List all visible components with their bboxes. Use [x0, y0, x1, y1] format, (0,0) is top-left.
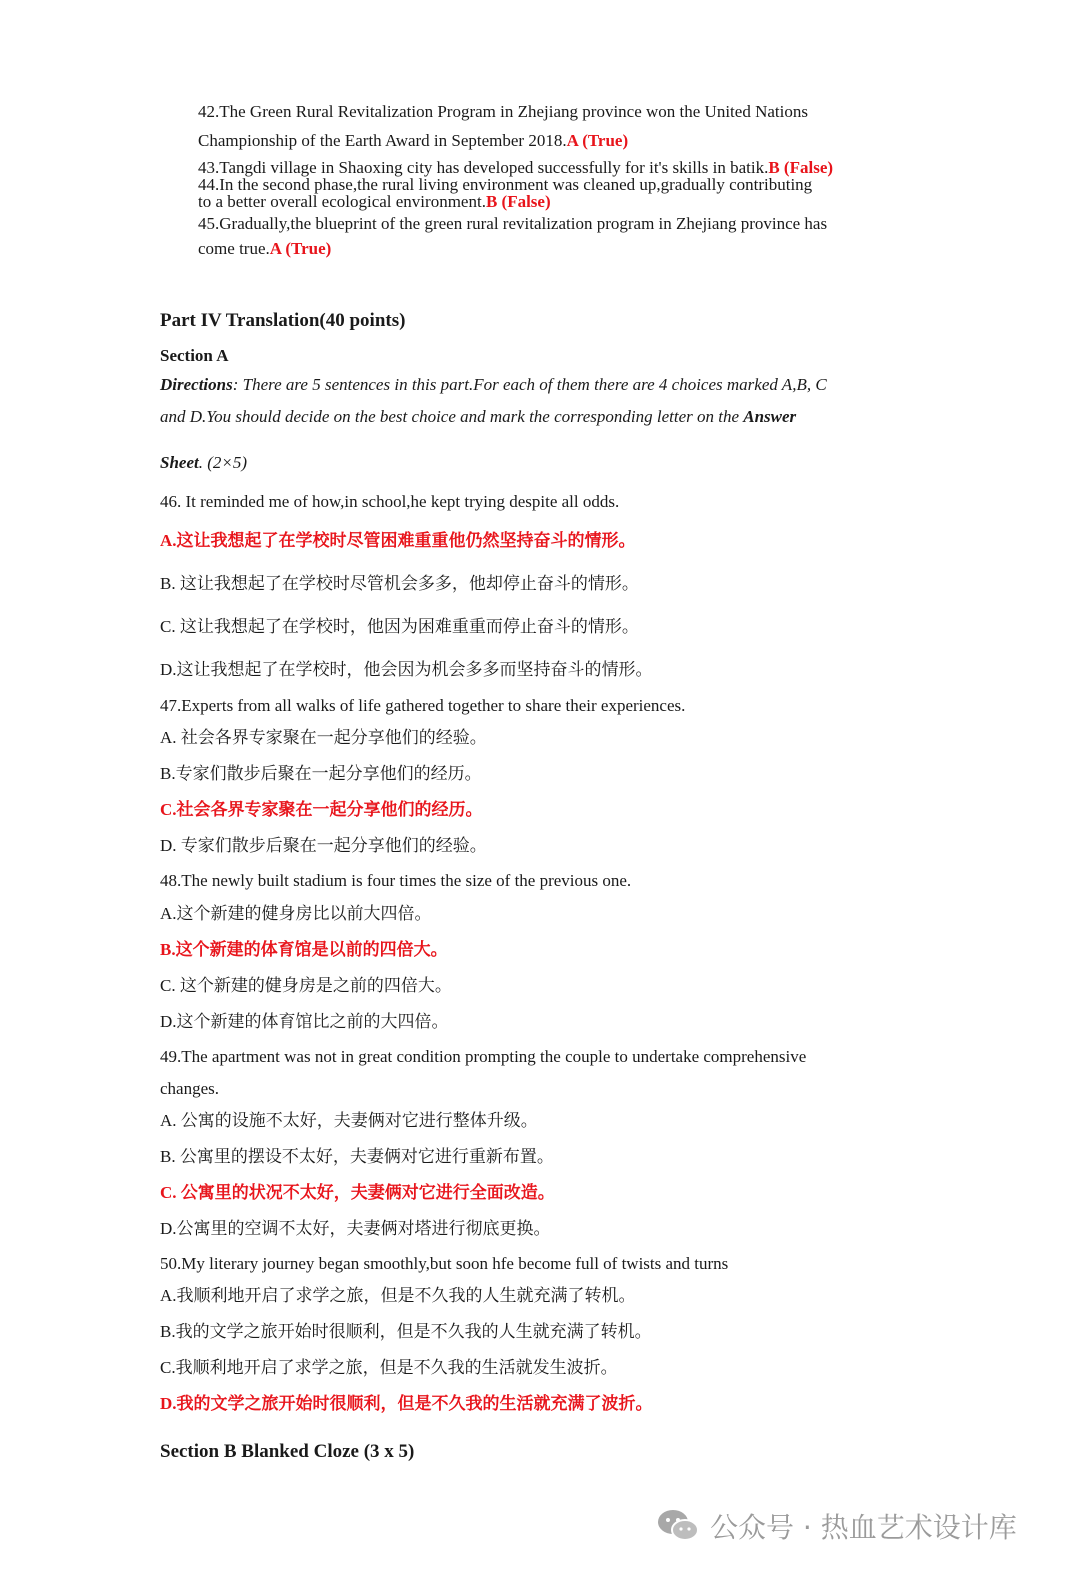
q48-option-d: D.这个新建的体育馆比之前的大四倍。	[160, 1012, 449, 1031]
q50-option-a: A.我顺利地开启了求学之旅，但是不久我的人生就充满了转机。	[160, 1286, 636, 1305]
q49-option-b: B. 公寓里的摆设不太好，夫妻俩对它进行重新布置。	[160, 1147, 554, 1166]
q44-answer: B (False)	[485, 192, 551, 211]
section-a-heading: Section A	[160, 346, 229, 365]
q42-text-1: 42.The Green Rural Revitalization Program in Zhejiang province won the United Nations	[198, 102, 808, 121]
directions-line3	[160, 452, 247, 474]
q45-answer: A (True)	[269, 239, 332, 258]
score-note: . (2×5)	[198, 453, 248, 472]
directions-text-1: : There are 5 sentences in this part.For each of them there are 4 choices marked A,B, C	[232, 375, 827, 394]
q48-option-b: B.这个新建的体育馆是以前的四倍大。	[160, 940, 448, 959]
watermark-text: 公众号 · 热血艺术设计库	[710, 1511, 1017, 1544]
wechat-icon	[656, 1508, 700, 1544]
q45-text-2: come true.	[198, 239, 270, 258]
answer-word: Answer	[743, 407, 797, 426]
q42-text-2: Championship of the Earth Award in September 2018.	[198, 131, 567, 150]
directions-text-2: and D.You should decide on the best choice and mark the corresponding letter on the	[160, 407, 740, 426]
q43-text: 43.Tangdi village in Shaoxing city has developed successfully for it's skills in batik.	[198, 158, 769, 177]
q44-text-1: 44.In the second phase,the rural living environment was cleaned up,gradually contributing	[198, 175, 813, 194]
q47-option-d: D. 专家们散步后聚在一起分享他们的经验。	[160, 836, 487, 855]
q46-option-d: D.这让我想起了在学校时，他会因为机会多多而坚持奋斗的情形。	[160, 660, 653, 679]
q48-option-c: C. 这个新建的健身房是之前的四倍大。	[160, 976, 452, 995]
q46-stem: 46. It reminded me of how,in school,he kept trying despite all odds.	[160, 492, 620, 511]
part4-title: Part IV Translation(40 points)	[160, 310, 406, 331]
q50-option-b: B.我的文学之旅开始时很顺利，但是不久我的人生就充满了转机。	[160, 1322, 652, 1341]
q50-stem: 50.My literary journey began smoothly,but soon hfe become full of twists and turns	[160, 1254, 729, 1273]
watermark	[656, 1506, 1017, 1546]
q48-stem: 48.The newly built stadium is four times the size of the previous one.	[160, 871, 632, 890]
q49-option-d: D.公寓里的空调不太好，夫妻俩对塔进行彻底更换。	[160, 1219, 551, 1238]
directions-label: Directions	[160, 375, 233, 394]
q47-stem: 47.Experts from all walks of life gathered together to share their experiences.	[160, 696, 686, 715]
directions-line1	[160, 374, 827, 396]
q46-option-c: C. 这让我想起了在学校时，他因为困难重重而停止奋斗的情形。	[160, 617, 639, 636]
directions-line2	[160, 406, 796, 428]
q50-option-d: D.我的文学之旅开始时很顺利，但是不久我的生活就充满了波折。	[160, 1394, 653, 1413]
q44-text-2: to a better overall ecological environment.	[198, 192, 486, 211]
q46-option-a: A.这让我想起了在学校时尽管困难重重他仍然坚持奋斗的情形。	[160, 531, 636, 550]
q48-option-a: A.这个新建的健身房比以前大四倍。	[160, 904, 432, 923]
q50-option-c: C.我顺利地开启了求学之旅，但是不久我的生活就发生波折。	[160, 1358, 618, 1377]
q45-text-1: 45.Gradually,the blueprint of the green rural revitalization program in Zhejiang province has	[198, 214, 828, 233]
q45-line2	[198, 238, 331, 260]
section-b-heading: Section B Blanked Cloze (3 x 5)	[160, 1441, 415, 1462]
q47-option-c: C.社会各界专家聚在一起分享他们的经历。	[160, 800, 483, 819]
q42-line2	[198, 130, 628, 152]
q49-stem: 49.The apartment was not in great condition prompting the couple to undertake comprehensive	[160, 1047, 807, 1066]
q47-option-a: A. 社会各界专家聚在一起分享他们的经验。	[160, 728, 487, 747]
q44-line2	[198, 191, 551, 213]
q46-option-b: B. 这让我想起了在学校时尽管机会多多，他却停止奋斗的情形。	[160, 574, 639, 593]
q42-line1	[198, 101, 902, 123]
q47-option-b: B.专家们散步后聚在一起分享他们的经历。	[160, 764, 482, 783]
q49-option-a: A. 公寓的设施不太好，夫妻俩对它进行整体升级。	[160, 1111, 538, 1130]
q49-option-c: C. 公寓里的状况不太好，夫妻俩对它进行全面改造。	[160, 1183, 555, 1202]
sheet-word: Sheet	[160, 453, 199, 472]
q49-stem-cont: changes.	[160, 1079, 220, 1098]
q43-answer: B (False)	[768, 158, 834, 177]
q42-answer: A (True)	[566, 131, 629, 150]
q45-line1	[198, 213, 827, 235]
